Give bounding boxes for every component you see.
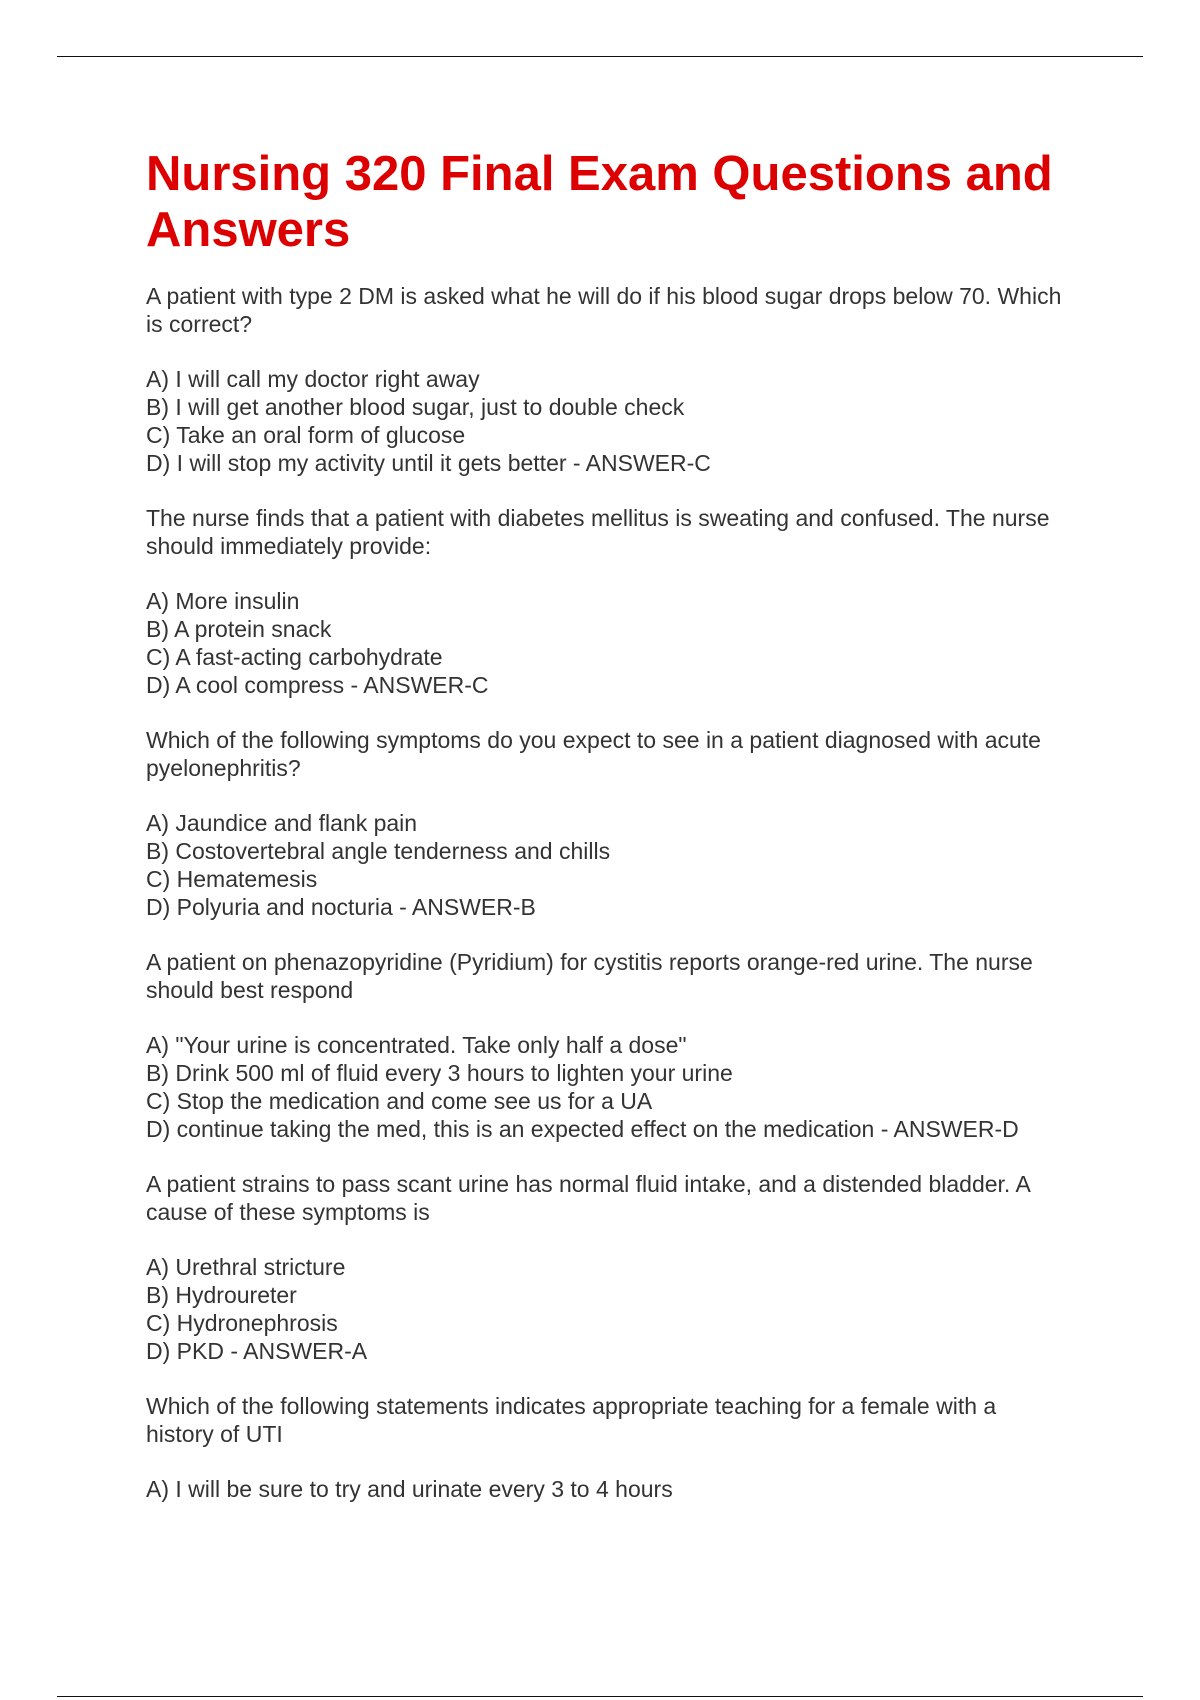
question-text: The nurse finds that a patient with diabetes mellitus is sweating and confused. The nurse should immediately provide: — [146, 505, 1050, 559]
answer-option: C) A fast-acting carbohydrate — [146, 644, 443, 670]
answer-option: C) Hematemesis — [146, 866, 318, 892]
answer-option: A) I will be sure to try and urinate every 3 to 4 hours — [146, 1476, 673, 1502]
question-block — [146, 504, 1070, 699]
question-text: A patient with type 2 DM is asked what he will do if his blood sugar drops below 70. Which is correct? — [146, 283, 1062, 337]
answer-option: C) Hydronephrosis — [146, 1310, 338, 1336]
answer-option: C) Stop the medication and come see us for a UA — [146, 1088, 653, 1114]
answer-options — [146, 1475, 1070, 1503]
question-text: Which of the following symptoms do you expect to see in a patient diagnosed with acute pyelonephritis? — [146, 727, 1041, 781]
answer-option: B) Drink 500 ml of fluid every 3 hours to lighten your urine — [146, 1060, 733, 1086]
question-block — [146, 726, 1070, 921]
answer-option: D) A cool compress - ANSWER-C — [146, 672, 489, 698]
answer-option: A) Jaundice and flank pain — [146, 810, 418, 836]
question-text: A patient on phenazopyridine (Pyridium) for cystitis reports orange-red urine. The nurse should best respond — [146, 949, 1033, 1003]
answer-options — [146, 1031, 1070, 1143]
answer-option: D) PKD - ANSWER-A — [146, 1338, 368, 1364]
question-block — [146, 282, 1070, 477]
question-text: A patient strains to pass scant urine has normal fluid intake, and a distended bladder. A cause of these symptoms is — [146, 1171, 1030, 1225]
answer-options — [146, 365, 1070, 477]
bottom-rule — [57, 1696, 1143, 1697]
answer-option: B) Costovertebral angle tenderness and chills — [146, 838, 611, 864]
document-body — [146, 146, 1070, 1530]
answer-option: A) I will call my doctor right away — [146, 366, 480, 392]
answer-option: A) More insulin — [146, 588, 300, 614]
answer-option: B) Hydroureter — [146, 1282, 297, 1308]
answer-option: A) "Your urine is concentrated. Take only half a dose" — [146, 1032, 687, 1058]
answer-option: C) Take an oral form of glucose — [146, 422, 466, 448]
answer-options — [146, 1253, 1070, 1365]
answer-option: D) I will stop my activity until it gets better - ANSWER-C — [146, 450, 711, 476]
answer-option: D) Polyuria and nocturia - ANSWER-B — [146, 894, 536, 920]
question-block — [146, 948, 1070, 1143]
question-block — [146, 1170, 1070, 1365]
question-block — [146, 1392, 1070, 1503]
answer-options — [146, 809, 1070, 921]
answer-option: B) I will get another blood sugar, just to double check — [146, 394, 685, 420]
question-text: Which of the following statements indicates appropriate teaching for a female with a history of UTI — [146, 1393, 997, 1447]
answer-option: A) Urethral stricture — [146, 1254, 346, 1280]
answer-option: D) continue taking the med, this is an expected effect on the medication - ANSWER-D — [146, 1116, 1019, 1142]
document-title: Nursing 320 Final Exam Questions and Answers — [146, 147, 1053, 257]
answer-option: B) A protein snack — [146, 616, 332, 642]
answer-options — [146, 587, 1070, 699]
top-rule — [57, 56, 1143, 57]
question-list — [146, 282, 1070, 1503]
